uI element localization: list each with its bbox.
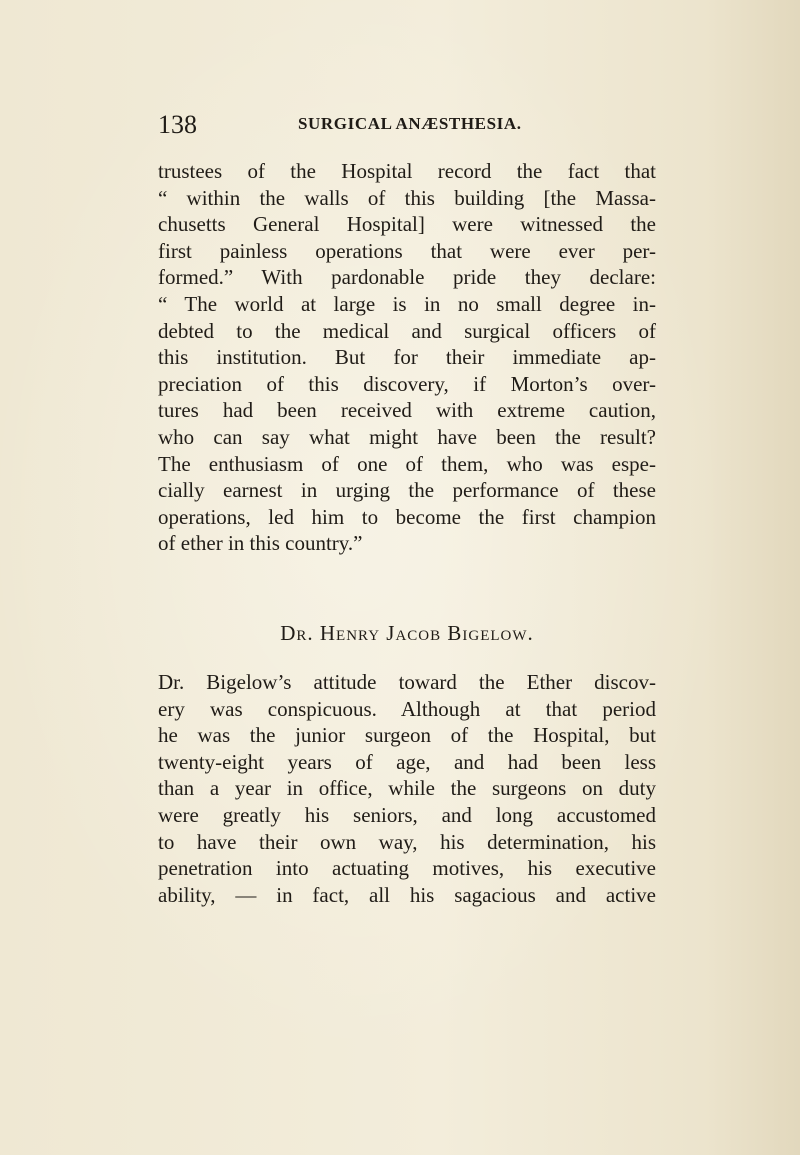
text-line: of ether in this country.”	[158, 531, 363, 556]
text-line: penetration into actuating motives, his executive	[158, 856, 656, 881]
text-line: he was the junior surgeon of the Hospital, but	[158, 723, 656, 748]
running-head: SURGICAL ANÆSTHESIA.	[298, 114, 522, 133]
text-line: ability, — in fact, all his sagacious and active	[158, 882, 656, 907]
text-line: twenty-eight years of age, and had been less	[158, 749, 656, 774]
text-line: cially earnest in urging the performance of these	[158, 478, 656, 503]
text-line: formed.” With pardonable pride they declare:	[158, 265, 656, 290]
text-line: preciation of this discovery, if Morton’s over-	[158, 371, 656, 396]
text-line: were greatly his seniors, and long accustomed	[158, 802, 656, 827]
text-line: chusetts General Hospital] were witnessed the	[158, 212, 656, 237]
paragraph-1	[158, 158, 656, 557]
section-heading: Dr. Henry Jacob Bigelow.	[280, 621, 534, 645]
text-line: ery was conspicuous. Although at that period	[158, 696, 656, 721]
text-line: “ within the walls of this building [the Massa-	[158, 185, 656, 210]
page-header	[158, 110, 658, 146]
text-line: who can say what might have been the result?	[158, 424, 656, 449]
text-line: The enthusiasm of one of them, who was espe-	[158, 451, 656, 476]
text-line: operations, led him to become the first champion	[158, 504, 656, 529]
text-line: debted to the medical and surgical officers of	[158, 318, 656, 343]
text-line: “ The world at large is in no small degree in-	[158, 291, 656, 316]
text-line: trustees of the Hospital record the fact that	[158, 159, 656, 183]
text-line: than a year in office, while the surgeons on duty	[158, 776, 656, 801]
paragraph-2	[158, 669, 656, 908]
text-line: this institution. But for their immediate ap-	[158, 345, 656, 370]
text-line: tures had been received with extreme caution,	[158, 398, 656, 423]
text-line: first painless operations that were ever per-	[158, 238, 656, 263]
text-line: Dr. Bigelow’s attitude toward the Ether discov-	[158, 670, 656, 694]
text-line: to have their own way, his determination, his	[158, 829, 656, 854]
page-number: 138	[158, 110, 197, 139]
